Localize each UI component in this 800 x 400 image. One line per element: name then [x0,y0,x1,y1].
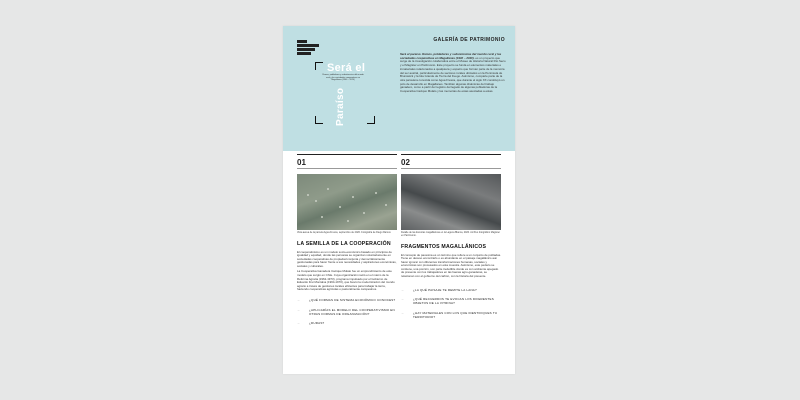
column-subrule [401,168,501,169]
arrow-icon: → [401,311,405,316]
question-item: → ¿APLICARÍAS EL MODELO DEL COOPERATIVISMO EN OTRAS FORMAS DE ORGANIZACIÓN? [297,307,395,316]
frame-corner-bottom-right [367,116,375,124]
hero-banner [283,26,515,151]
frame-corner-top-left [315,62,323,70]
intro-text [400,53,506,94]
document-sheet [283,26,515,374]
arrow-icon: → [401,287,405,292]
gallery-title: GALERÍA DE PATRIMONIO [433,37,505,43]
column-subrule [297,168,397,169]
museum-logo-icon [297,40,325,58]
section-title: FRAGMENTOS MAGALLÁNICOS [401,243,487,250]
question-item: → ¿DURAS? [297,321,325,326]
brand-sera-el: Será el [327,62,366,74]
photo-caption: Vista aérea de la parcela Agua Fresca, septiembre de 2020. Fotografía de Diego Ramos [297,230,391,234]
question-list [297,299,397,326]
section-number: 02 [401,158,410,167]
arrow-icon: → [401,297,405,302]
section-body-1: El concepto de pavesina es un término que refiere a un conjunto de pobladas. Tiene en desuso encontrarlo o es abundante en el paisaje magallánico aun hacer ignorar con diferentes transformaciones humanas, sociales y económicas son procesados en esta muestra. Asimismo, este pedazo se contiene, una porción, son parte ineludible donde es con ambiente apegado de presente con los trabajadores en las faenas agro-ganaderas, se relacionan con el gobierno del carbón, con la historia del presente. [401,252,501,279]
brand-subtitle: Ramos, pobladores y subsistencias del mundo rural y las sociedades cooperativas en Magallanes (1940 – 2020) [322,74,364,82]
question-item: → ¿QUÉ RECUERDOS TE EVOCAN LOS DIFERENTES OBJETOS DE LA VITRINA? [401,297,494,306]
intro-lead: Será el paraíso. Ramos, pobladores y subsistencias del mundo rural y las sociedades cooperativas en Magallanes (1940 – 2020). [400,52,502,60]
section-number: 01 [297,158,306,167]
section-body-1: El cooperativismo es un modelo socio-económico basado en principios de igualdad y equidad, donde las personas se organizan voluntariamente en sociedades cooperativas de propiedad conjunta y democráticamente gestionadas para hacer frente a sus necesidades y aspiraciones económicas, sociales y culturales. [297,249,397,268]
brand-paraiso: Paraíso [335,87,346,126]
rock-texture-photo [401,174,501,230]
arrow-icon: → [297,321,301,326]
section-title: LA SEMILLA DE LA COOPERACIÓN [297,240,391,247]
column-01 [297,154,397,332]
photo-caption: Detalle de las Escorias magallánicas en la Laguna Blanca, 2020. Archivo fotográfico Magíster en Patrimonio. [401,230,501,237]
question-list [401,289,501,320]
section-body-2: La Cooperativa Ganadera Cacique Mulato fue un emprendimiento de este modelo que surgió en Chile. Cuya organización nació en el marco de la Reforma Agraria (1962-1973), programa impulsado por el Gobierno de Eduardo Frei Montalva (1964-1970), que buscó la modernización del mundo agrario a través de gestiones locales eficientes para trabajar la tierra, haciendo cooperativas agrícolas o pastoralmente campesinos. [297,269,395,292]
arrow-icon: → [297,307,301,312]
question-item: → ¿LA QUÉ PAISAJE TE REMITE LA LANA? [401,287,477,292]
column-02 [401,154,501,326]
intro-body: es un proyecto que surge de la investigación colaborativa entre el Museo de Historia Natural Río Seco y el Magíster en Patrimonio. Este proyecto se funda en elementos materiales e inmateriales relacionados a qualquiera y espacio que forman parte de la memoria del ser austral, particularmente de sectores rurales ubicados en la Península de Brunswick y la Isla Grande de Tierra del Fuego. Asimismo, comparte parte de la otra parcelera conocida como Agua Fresca, que durante el siglo XX constituyó un polo de desarrollo en Magallanes. También algunas dinámicas del trabajo ganadero, como a partir del registro del legado de algunas pobladoras de la Cooperativa Caciquo Mulato y las memorias de estas asociadas a estas. [400,55,506,94]
column-rule [297,154,397,155]
arrow-icon: → [297,298,301,303]
aerial-photo [297,174,397,230]
frame-corner-bottom-left [315,116,323,124]
column-rule [401,154,501,155]
question-item: → ¿QUÉ FORMAS DE SISTEMA ECONÓMICO CONOCES? [297,298,396,303]
question-item: → ¿HAY MATERIALES CON LOS QUE IDENTIFIQUES TU TERRITORIO? [401,311,498,319]
